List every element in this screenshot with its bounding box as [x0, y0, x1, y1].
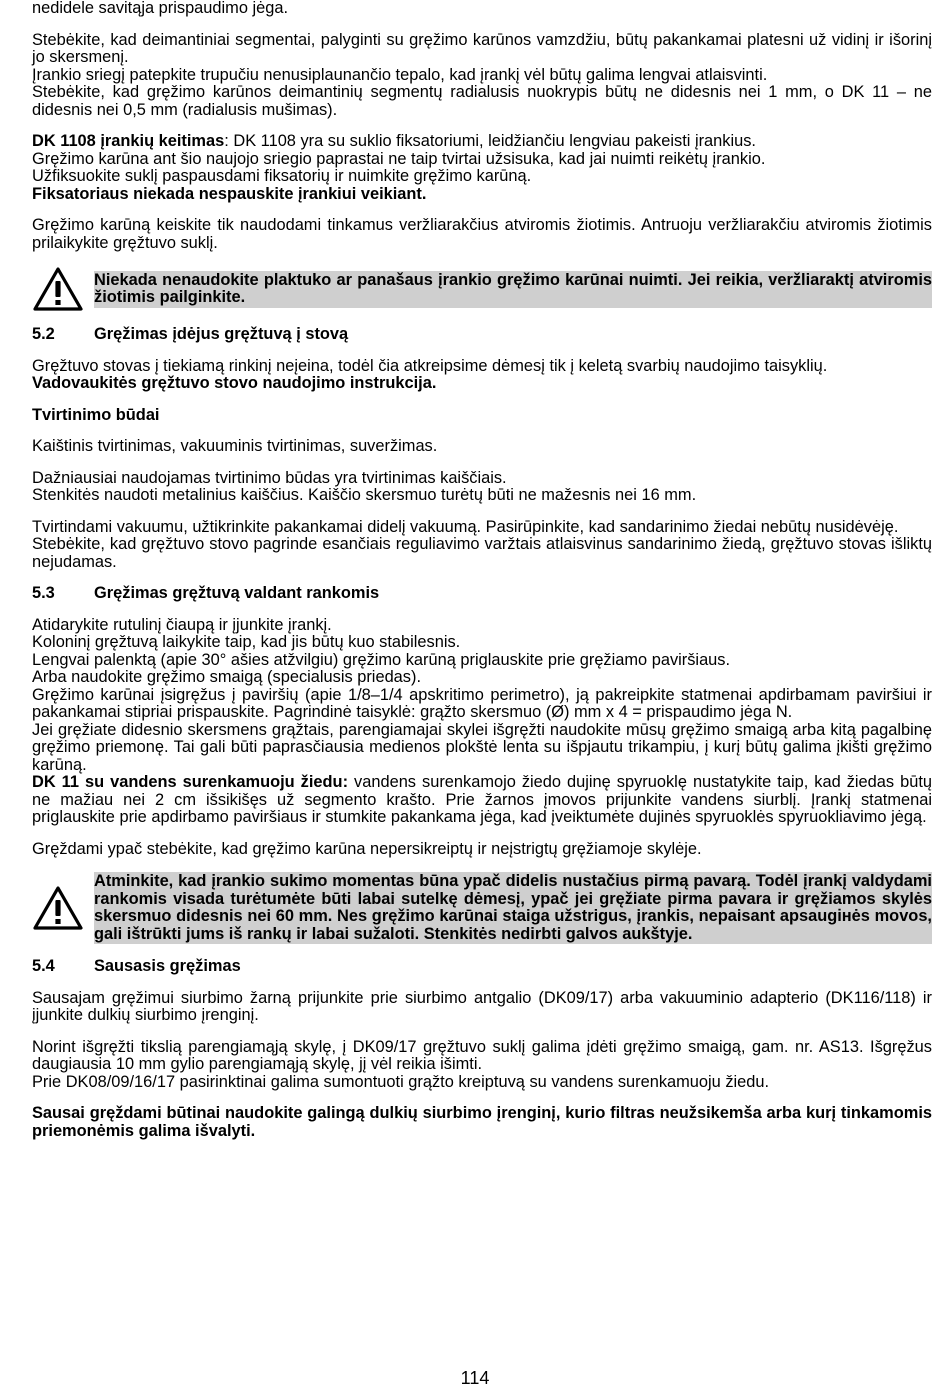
paragraph: [32, 774, 932, 827]
paragraph: Stebėkite, kad deimantiniai segmentai, palyginti su gręžimo karūnos vamzdžiu, būtų pakankamai platesni už vidinį ir išorinį jo skersmenį.: [32, 30, 932, 66]
paragraph-text: vandens surenkamojo žiedo dujinę spyruoklę nustatykite taip, kad žiedas būtų ne mažiau nei 2 cm išsikišęs už segmento krašto. Prie žarnos įmovos prijunkite vandens siurblį. Įrankį statmenai priglauskite prie apdirbamo paviršiaus ir stumkite pakankama jėga, kad įveiktumėte dujinės spyruoklės spyruokliavimo jėgą.: [32, 773, 932, 826]
section-heading: [32, 326, 932, 344]
paragraph: Stebėkite, kad gręžtuvo stovo pagrinde esančiais reguliavimo varžtais atlaisvinus sandarinimo žiedą, gręžtuvo stovas išliktų nejudamas.: [32, 535, 932, 571]
warning-icon: [32, 266, 94, 312]
bold-lead: DK 1108 įrankių keitimas: [32, 132, 225, 150]
paragraph: Įrankio sriegį patepkite trupučiu nenusiplaunančio tepalo, kad įrankį vėl būtų galima lengvai atlaisvinti.: [32, 65, 768, 84]
paragraph: Užfiksuokite suklį paspausdami fiksatorių ir nuimkite gręžimo karūną.: [32, 167, 532, 185]
warning-block: [32, 266, 932, 312]
paragraph: Stebėkite, kad gręžimo karūnos deimantinių segmentų radialusis nuokrypis būtų ne didesnis nei 1 mm, o DK 11 – ne didesnis nei 0,5 mm (radialusis mušimas).: [32, 83, 932, 119]
section-heading: [32, 585, 932, 603]
paragraph: Atidarykite rutulinį čiaupą ir įjunkite įrankį.: [32, 615, 332, 634]
paragraph: Gręžimo karūna ant šio naujojo sriegio paprastai ne taip tvirtai užsisuka, kad jai nuimti reikėtų įrankio.: [32, 149, 766, 168]
paragraph: nedidele savitąja prispaudimo jėga.: [32, 0, 289, 17]
bold-paragraph: Sausai gręždami būtinai naudokite galingą dulkių siurbimo įrenginį, kurio filtras neužsikemša arba kurį tinkamomis priemonėmis galima išvalyti.: [32, 1104, 932, 1140]
section-title: Gręžimas įdėjus gręžtuvą į stovą: [94, 325, 349, 343]
paragraph: Dažniausiai naudojamas tvirtinimo būdas yra tvirtinimas kaiščiais.: [32, 468, 507, 487]
section-number: 5.2: [32, 325, 55, 343]
section-title: Gręžimas gręžtuvą valdant rankomis: [94, 584, 380, 602]
paragraph: [32, 133, 932, 151]
page-number: 114: [460, 1368, 490, 1388]
bold-paragraph: Fiksatoriaus niekada nespauskite įrankiui veikiant.: [32, 184, 427, 203]
warning-icon: [32, 885, 94, 931]
subheading: Tvirtinimo būdai: [32, 405, 160, 424]
paragraph: Koloninį gręžtuvą laikykite taip, kad jis būtų kuo stabilesnis.: [32, 633, 461, 651]
section-title: Sausasis gręžimas: [94, 957, 241, 975]
document-page: [32, 0, 932, 1140]
paragraph: Kaištinis tvirtinimas, vakuuminis tvirtinimas, suveržimas.: [32, 437, 438, 455]
paragraph: Gręžimo karūnai įsigręžus į paviršių (apie 1/8–1/4 apskritimo perimetro), ją pakreipkite statmenai apdirbamam paviršiui ir pakankamai stipriai prispauskite. Pagrindinė taisyklė: grąžto skersmuo (Ø) mm x 4 = prispaudimo jėga N.: [32, 685, 932, 721]
section-heading: [32, 958, 932, 976]
section-number: 5.4: [32, 957, 55, 975]
bold-paragraph: Vadovaukitės gręžtuvo stovo naudojimo instrukcija.: [32, 374, 437, 392]
warning-block: [32, 872, 932, 944]
paragraph: Norint išgręžti tikslią parengiamąją skylę, į DK09/17 gręžtuvo suklį galima įdėti gręžimo smaigą, gam. nr. AS13. Išgręžus daugiausia 10 mm gylio parengiamąją skylę, jį vėl reikia išimti.: [32, 1037, 932, 1073]
paragraph: Lengvai palenktą (apie 30° ašies atžvilgiu) gręžimo karūną priglauskite prie gręžiamo paviršiaus.: [32, 650, 731, 669]
paragraph: Gręžimo karūną keiskite tik naudodami tinkamus veržliarakčius atviromis žiotimis. Antruoju veržliarakčiu atviromis žiotimis prilaikykite gręžtuvo suklį.: [32, 216, 932, 252]
paragraph: Jei gręžiate didesnio skersmens grąžtais, parengiamajai skylei išgręžti naudokite mūsų gręžimo smaigą arba kitą pagalbinę gręžimo priemonę. Tai gali būti paprasčiausia medienos plokštė lenta su išpjautu trikampiu, į kurį būtų galima įkišti gręžimo karūną.: [32, 720, 932, 774]
warning-text: Niekada nenaudokite plaktuko ar panašaus įrankio gręžimo karūnai nuimti. Jei reikia, veržliaraktį atviromis žiotimis pailginkite.: [94, 270, 932, 306]
section-number: 5.3: [32, 584, 55, 602]
paragraph: Gręždami ypač stebėkite, kad gręžimo karūna nepersikreiptų ir neįstrigtų gręžiamoje skylėje.: [32, 839, 702, 858]
paragraph-text: : DK 1108 yra su suklio fiksatoriumi, leidžiančiu lengviau pakeisti įrankius.: [224, 132, 756, 150]
paragraph: Tvirtindami vakuumu, užtikrinkite pakankamai didelį vakuumą. Pasirūpinkite, kad sandarinimo žiedai nebūtų nusidėvėję.: [32, 517, 899, 536]
paragraph: Prie DK08/09/16/17 pasirinktinai galima sumontuoti grąžto kreiptuvą su vandens surenkamuoju žiedu.: [32, 1072, 770, 1091]
bold-lead: DK 11 su vandens surenkamuoju žiedu:: [32, 773, 349, 791]
paragraph: Arba naudokite gręžimo smaigą (specialusis priedas).: [32, 668, 422, 686]
paragraph: Stenkitės naudoti metalinius kaiščius. Kaiščio skersmuo turėtų būti ne mažesnis nei 16 mm.: [32, 486, 697, 504]
paragraph: Gręžtuvo stovas į tiekiamą rinkinį neįeina, todėl čia atkreipsime dėmesį tik į keletą svarbių naudojimo taisyklių.: [32, 356, 828, 375]
warning-text: Atminkite, kad įrankio sukimo momentas būna ypač didelis nustačius pirmą pavarą. Todėl įrankį valdydami rankomis visada turėtumėte būti labai sutelkę dėmesį, ypač jei gręžiate pirma pavara ir gręžiamos skylės skersmuo didesnis nei 60 mm. Nes gręžimo karūnai staiga užstrigus, įrankis, nepaisant apsaugінės movos, gali ištrūkti jums iš rankų ir labai sužaloti. Stenkitės nedirbti galvos aukštyje.: [94, 872, 932, 943]
paragraph: Sausajam gręžimui siurbimo žarną prijunkite prie siurbimo antgalio (DK09/17) arba vakuuminio adapterio (DK116/118) ir įjunkite dulkių siurbimo įrenginį.: [32, 988, 932, 1024]
